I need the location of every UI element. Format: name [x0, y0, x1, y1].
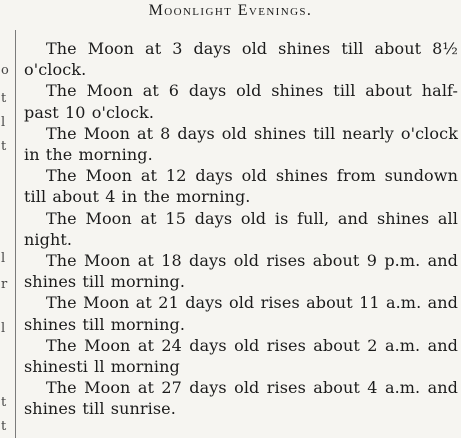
paragraph-moon-27-days: The Moon at 27 days old rises about 4 a.m. and shines till sunrise. — [24, 378, 458, 419]
margin-fragment: r — [1, 277, 8, 292]
margin-fragment: l — [1, 251, 6, 266]
margin-fragment: o — [1, 63, 9, 78]
paragraph-moon-6-days: The Moon at 6 days old shines till about half-past 10 o'clock. — [24, 81, 458, 122]
margin-fragment: l — [1, 321, 6, 336]
paragraph-moon-12-days: The Moon at 12 days old shines from sundown till about 4 in the morning. — [24, 166, 458, 207]
article-body — [24, 38, 458, 420]
margin-fragment: t — [1, 395, 7, 410]
column-rule — [15, 30, 16, 438]
article-title: Moonlight Evenings. — [148, 2, 313, 19]
paragraph-moon-8-days: The Moon at 8 days old shines till nearly o'clock in the morning. — [24, 123, 458, 165]
paragraph-moon-3-days: The Moon at 3 days old shines till about 8½ o'clock. — [24, 39, 458, 80]
margin-fragment: t — [1, 139, 7, 154]
margin-fragment: t — [1, 91, 7, 106]
paragraph-moon-21-days: The Moon at 21 days old rises about 11 a.m. and shines till morning. — [24, 293, 458, 334]
paragraph-moon-18-days: The Moon at 18 days old rises about 9 p.m. and shines till morning. — [24, 251, 458, 292]
left-margin-fragments — [0, 0, 12, 438]
margin-fragment: l — [1, 115, 6, 130]
paragraph-moon-24-days: The Moon at 24 days old rises about 2 a.m. and shinesti ll morning — [24, 335, 458, 377]
margin-fragment: t — [1, 419, 7, 434]
paragraph-moon-15-days: The Moon at 15 days old is full, and shines all night. — [24, 208, 458, 249]
